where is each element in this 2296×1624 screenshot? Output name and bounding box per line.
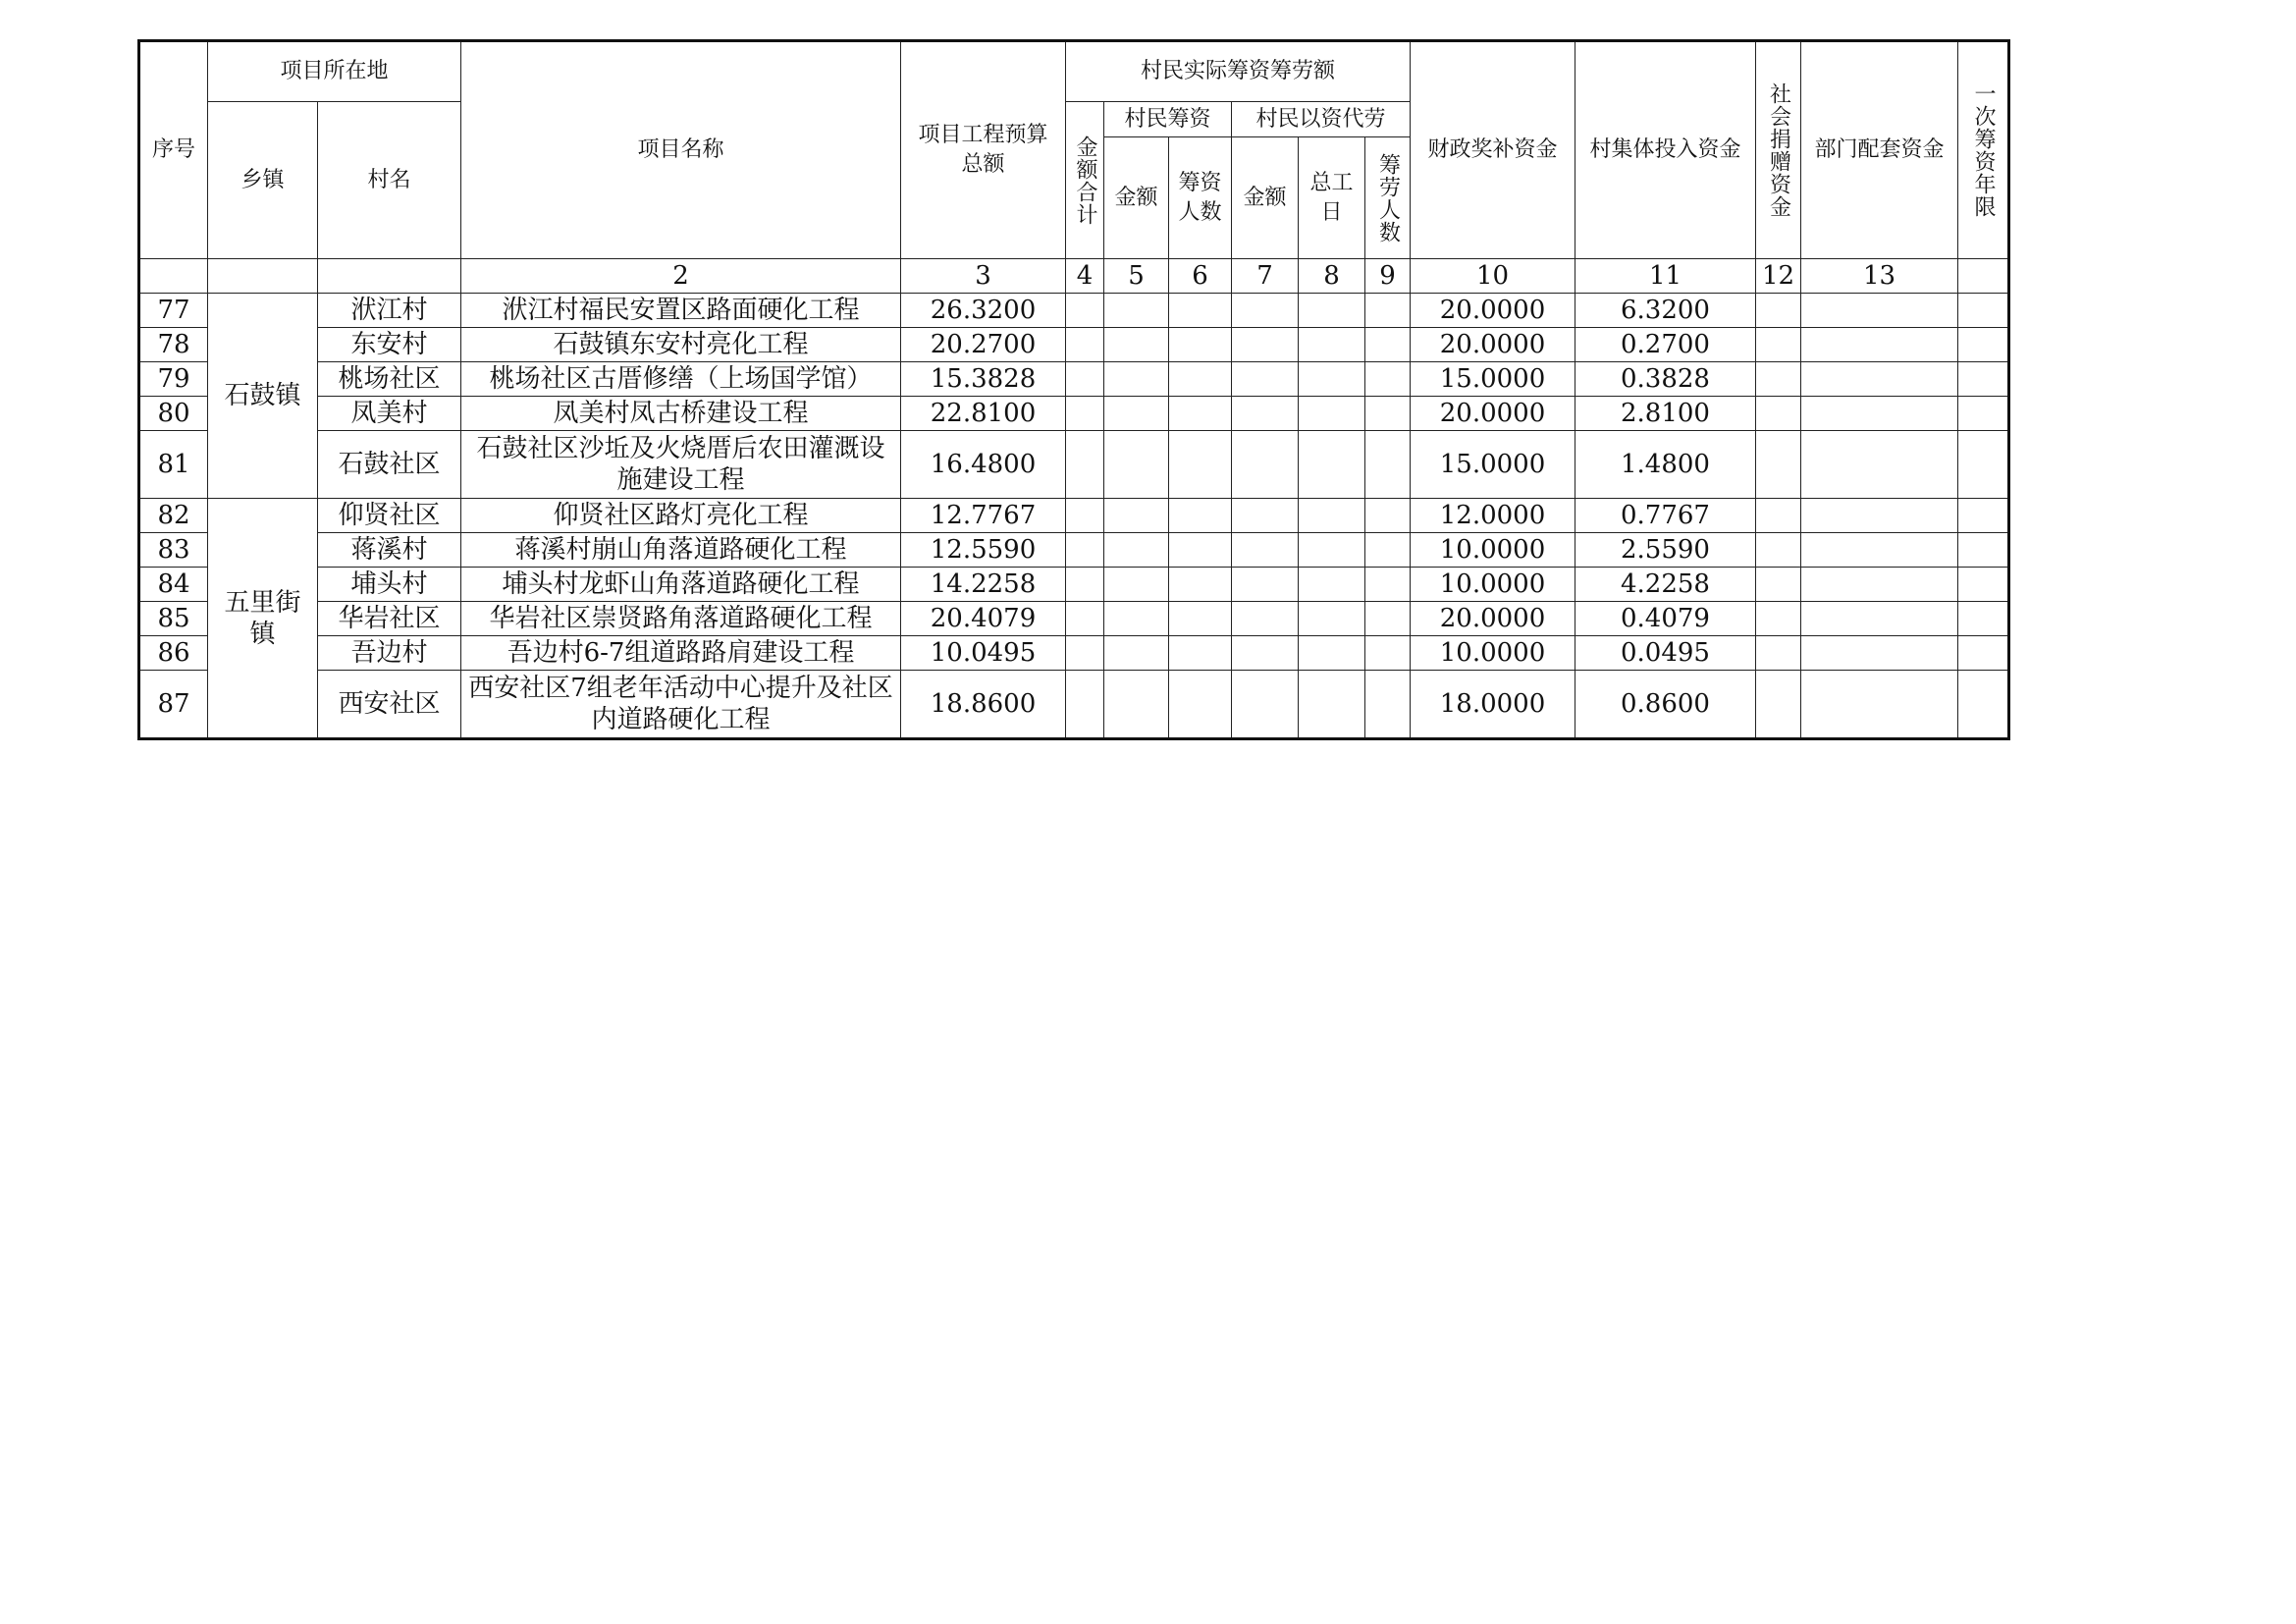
row-collective: 2.5590 (1575, 533, 1756, 568)
table-row (139, 397, 2009, 431)
table-row (139, 602, 2009, 636)
row-collective: 6.3200 (1575, 294, 1756, 328)
header-social-donation-text: 社会捐赠资金 (1766, 82, 1791, 218)
header-funding-people: 筹资人数 (1169, 137, 1232, 259)
header-social-donation (1756, 41, 1801, 259)
row-project-name: 石鼓社区沙坵及火烧厝后农田灌溉设施建设工程 (461, 431, 901, 499)
row-village: 洑江村 (318, 294, 461, 328)
row-budget: 16.4800 (901, 431, 1066, 499)
row-project-name: 石鼓镇东安村亮化工程 (461, 328, 901, 362)
row-fiscal: 15.0000 (1411, 431, 1575, 499)
row-village: 埔头村 (318, 568, 461, 602)
row-village: 华岩社区 (318, 602, 461, 636)
row-fiscal: 12.0000 (1411, 499, 1575, 533)
table-row (139, 431, 2009, 499)
row-budget: 10.0495 (901, 636, 1066, 671)
row-budget: 22.8100 (901, 397, 1066, 431)
row-fiscal: 10.0000 (1411, 568, 1575, 602)
col-number: 12 (1756, 259, 1801, 294)
row-town: 五里街镇 (208, 499, 318, 739)
row-collective: 0.2700 (1575, 328, 1756, 362)
row-collective: 0.3828 (1575, 362, 1756, 397)
header-project-name: 项目名称 (461, 41, 901, 259)
row-collective: 0.8600 (1575, 671, 1756, 739)
header-one-time-years (1958, 41, 2009, 259)
row-village: 石鼓社区 (318, 431, 461, 499)
row-project-name: 蒋溪村崩山角落道路硬化工程 (461, 533, 901, 568)
row-project-name: 华岩社区崇贤路角落道路硬化工程 (461, 602, 901, 636)
table-row (139, 671, 2009, 739)
row-budget: 18.8600 (901, 671, 1066, 739)
row-seq: 84 (139, 568, 208, 602)
header-amount: 金额 (1104, 137, 1169, 259)
row-seq: 80 (139, 397, 208, 431)
row-project-name: 吾边村6-7组道路路肩建设工程 (461, 636, 901, 671)
row-seq: 83 (139, 533, 208, 568)
header-amount2: 金额 (1232, 137, 1299, 259)
row-budget: 26.3200 (901, 294, 1066, 328)
funding-table (137, 39, 2010, 740)
header-one-time-years-text: 一次筹资年限 (1971, 82, 1996, 218)
header-villager-labor-in-cash: 村民以资代劳 (1232, 102, 1411, 137)
header-collective-investment: 村集体投入资金 (1575, 41, 1756, 259)
row-fiscal: 20.0000 (1411, 328, 1575, 362)
header-seq: 序号 (139, 41, 208, 259)
row-town: 石鼓镇 (208, 294, 318, 499)
header-dept-matching: 部门配套资金 (1801, 41, 1958, 259)
row-collective: 0.7767 (1575, 499, 1756, 533)
row-budget: 20.2700 (901, 328, 1066, 362)
table-row (139, 328, 2009, 362)
row-fiscal: 20.0000 (1411, 397, 1575, 431)
row-village: 吾边村 (318, 636, 461, 671)
row-seq: 85 (139, 602, 208, 636)
row-project-name: 洑江村福民安置区路面硬化工程 (461, 294, 901, 328)
header-amount-total-text: 金额合计 (1073, 135, 1097, 226)
table-row (139, 636, 2009, 671)
row-seq: 79 (139, 362, 208, 397)
row-project-name: 桃场社区古厝修缮（上场国学馆） (461, 362, 901, 397)
col-number: 6 (1169, 259, 1232, 294)
header-labor-people (1365, 137, 1411, 259)
row-project-name: 埔头村龙虾山角落道路硬化工程 (461, 568, 901, 602)
row-seq: 78 (139, 328, 208, 362)
header-town: 乡镇 (208, 102, 318, 259)
row-collective: 0.4079 (1575, 602, 1756, 636)
row-collective: 4.2258 (1575, 568, 1756, 602)
col-number: 2 (461, 259, 901, 294)
row-fiscal: 10.0000 (1411, 533, 1575, 568)
row-village: 仰贤社区 (318, 499, 461, 533)
row-fiscal: 20.0000 (1411, 294, 1575, 328)
header-villager-raised: 村民实际筹资筹劳额 (1066, 41, 1411, 102)
row-budget: 12.5590 (901, 533, 1066, 568)
header-village: 村名 (318, 102, 461, 259)
row-budget: 12.7767 (901, 499, 1066, 533)
row-village: 东安村 (318, 328, 461, 362)
col-number: 4 (1066, 259, 1104, 294)
table-row (139, 362, 2009, 397)
table-row (139, 294, 2009, 328)
row-collective: 1.4800 (1575, 431, 1756, 499)
col-number: 13 (1801, 259, 1958, 294)
row-project-name: 仰贤社区路灯亮化工程 (461, 499, 901, 533)
table-row (139, 499, 2009, 533)
row-project-name: 西安社区7组老年活动中心提升及社区内道路硬化工程 (461, 671, 901, 739)
row-collective: 0.0495 (1575, 636, 1756, 671)
row-seq: 82 (139, 499, 208, 533)
row-fiscal: 20.0000 (1411, 602, 1575, 636)
table-row (139, 568, 2009, 602)
row-seq: 87 (139, 671, 208, 739)
header-budget-total: 项目工程预算总额 (901, 41, 1066, 259)
row-village: 凤美村 (318, 397, 461, 431)
col-number: 5 (1104, 259, 1169, 294)
row-budget: 14.2258 (901, 568, 1066, 602)
row-budget: 20.4079 (901, 602, 1066, 636)
header-location: 项目所在地 (208, 41, 461, 102)
row-budget: 15.3828 (901, 362, 1066, 397)
header-fiscal-subsidy: 财政奖补资金 (1411, 41, 1575, 259)
header-total-workdays: 总工日 (1299, 137, 1365, 259)
row-village: 西安社区 (318, 671, 461, 739)
col-number: 8 (1299, 259, 1365, 294)
row-project-name: 凤美村凤古桥建设工程 (461, 397, 901, 431)
row-seq: 81 (139, 431, 208, 499)
row-collective: 2.8100 (1575, 397, 1756, 431)
row-seq: 86 (139, 636, 208, 671)
row-fiscal: 10.0000 (1411, 636, 1575, 671)
col-number: 3 (901, 259, 1066, 294)
table-row (139, 533, 2009, 568)
header-villager-funding: 村民筹资 (1104, 102, 1232, 137)
header-amount-total (1066, 102, 1104, 259)
col-number: 7 (1232, 259, 1299, 294)
header-labor-people-text: 筹劳人数 (1375, 152, 1401, 244)
row-village: 桃场社区 (318, 362, 461, 397)
row-fiscal: 15.0000 (1411, 362, 1575, 397)
row-seq: 77 (139, 294, 208, 328)
row-fiscal: 18.0000 (1411, 671, 1575, 739)
row-village: 蒋溪村 (318, 533, 461, 568)
col-number: 9 (1365, 259, 1411, 294)
col-number: 10 (1411, 259, 1575, 294)
col-number: 11 (1575, 259, 1756, 294)
